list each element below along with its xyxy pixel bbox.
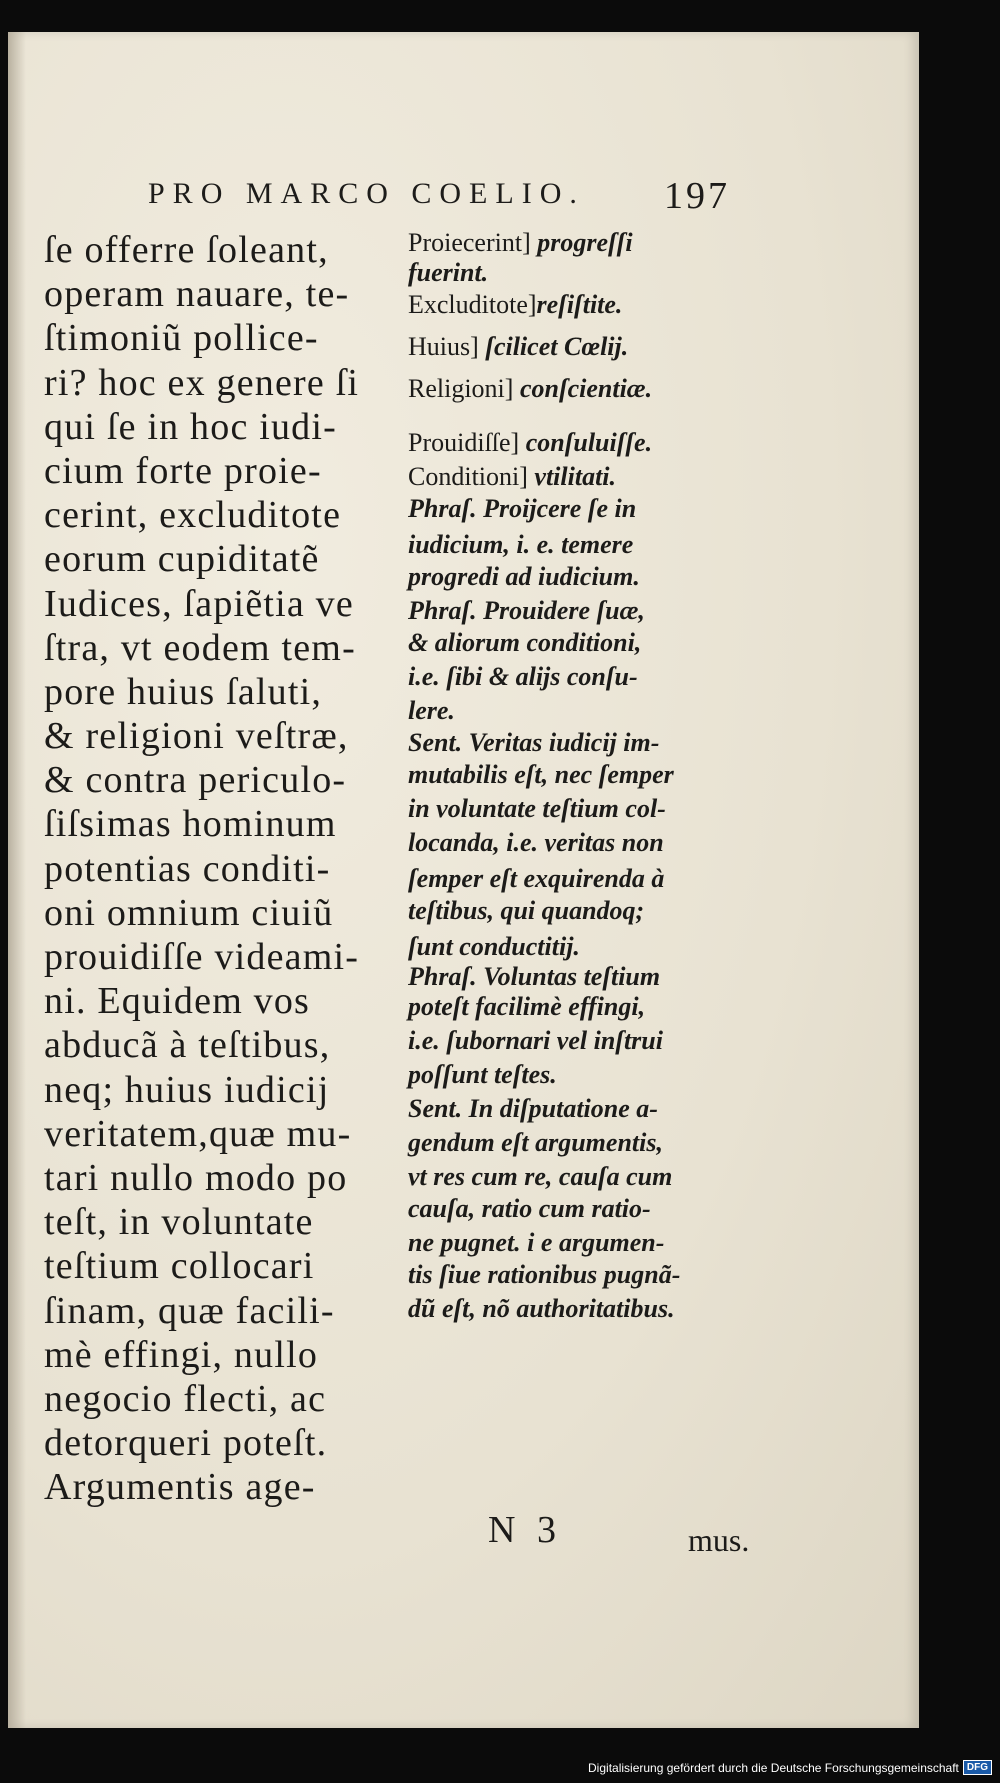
main-text-line: detorqueri poteſt. <box>44 1422 328 1465</box>
main-text-line: operam nauare, te- <box>44 273 350 316</box>
note-gloss: Phraſ. Voluntas teſtium <box>408 962 661 991</box>
marginal-note-line <box>408 1162 672 1192</box>
main-text-line: ri? hoc ex genere ſi <box>44 361 360 404</box>
main-text-line: cium forte proie- <box>44 449 322 492</box>
note-gloss: lere. <box>408 696 455 725</box>
note-gloss: Sent. Veritas iudicij im- <box>408 728 660 757</box>
note-gloss: in voluntate teſtium col- <box>408 794 666 823</box>
marginal-note-line <box>408 332 628 362</box>
digitization-footer <box>588 1760 992 1775</box>
main-text-line: negocio flecti, ac <box>44 1377 327 1420</box>
note-gloss: Phraſ. Proijcere ſe in <box>408 494 637 523</box>
note-gloss: vt res cum re, cauſa cum <box>408 1162 673 1191</box>
note-gloss: Sent. In diſputatione a- <box>408 1094 658 1123</box>
main-text-line: qui ſe in hoc iudi- <box>44 405 337 448</box>
main-text-line: prouidiſſe videami- <box>44 936 360 978</box>
note-gloss: poteſt facilimè effingi, <box>408 992 646 1021</box>
running-title: PRO MARCO COELIO. <box>148 177 585 210</box>
marginal-note-line <box>408 462 616 492</box>
note-gloss: fuerint. <box>408 258 489 287</box>
note-gloss: conſuluiſſe. <box>525 428 653 457</box>
main-text-line: ſtra, vt eodem tem- <box>44 626 356 669</box>
marginal-note-line <box>408 228 633 258</box>
main-text-line: mè effingi, nullo <box>44 1333 319 1376</box>
note-gloss: ſemper eſt exquirenda à <box>408 864 665 893</box>
marginal-note-line <box>408 828 664 858</box>
marginal-note-line <box>408 1228 664 1258</box>
main-text-line: neq; huius iudicij <box>44 1068 330 1111</box>
marginal-note-line <box>408 1260 680 1290</box>
main-text-line: ſe offerre ſoleant, <box>44 229 329 271</box>
marginal-note-line <box>408 662 638 692</box>
main-text-line: veritatem,quæ mu- <box>44 1112 352 1155</box>
note-gloss: Phraſ. Prouidere ſuæ, <box>408 596 645 625</box>
main-text-line: & religioni veſtræ, <box>44 715 349 758</box>
marginal-note-line <box>408 596 645 626</box>
marginal-note-line <box>408 794 666 824</box>
main-text-line: pore huius ſaluti, <box>44 670 323 713</box>
main-text-line: Iudices, ſapiẽtia ve <box>44 582 354 625</box>
note-gloss: dũ eſt, nõ authoritatibus. <box>408 1294 675 1323</box>
main-text-line: teſtium collocari <box>44 1245 315 1288</box>
note-gloss: ſunt conductitij. <box>408 932 580 961</box>
marginal-note-line <box>408 1294 675 1324</box>
note-gloss: ſcilicet Cœlij. <box>485 332 629 361</box>
main-text-line: potentias conditi- <box>44 847 331 890</box>
marginal-note-line <box>408 494 636 524</box>
main-text-column <box>44 228 419 1509</box>
marginal-note-line <box>408 374 652 404</box>
note-gloss: gendum eſt argumentis, <box>408 1128 663 1157</box>
marginal-note-line <box>408 962 660 992</box>
note-gloss: reſiſtite. <box>536 290 623 319</box>
note-lemma: Religioni] <box>408 374 520 403</box>
marginal-note-line <box>408 992 645 1022</box>
note-gloss: tis ſiue rationibus pugnã- <box>408 1260 681 1289</box>
footer-text: Digitalisierung gefördert durch die Deutsche Forschungsgemeinschaft <box>588 1760 959 1775</box>
note-gloss: & aliorum conditioni, <box>408 628 642 657</box>
marginal-note-line <box>408 932 580 962</box>
marginal-note-line <box>408 760 674 790</box>
main-text-line: ni. Equidem vos <box>44 980 311 1023</box>
note-gloss: locanda, i.e. veritas non <box>408 828 664 857</box>
note-gloss: i.e. ſubornari vel inſtrui <box>408 1026 663 1055</box>
marginal-note-line <box>408 258 488 288</box>
marginal-note-line <box>408 530 633 560</box>
marginal-note-line <box>408 1094 658 1124</box>
main-text-line: & contra periculo- <box>44 759 347 802</box>
main-text-line: ſiſsimas hominum <box>44 803 337 846</box>
marginal-note-line <box>408 728 659 758</box>
marginal-note-line <box>408 1128 663 1158</box>
note-lemma: Conditioni] <box>408 462 535 491</box>
dfg-logo: DFG <box>963 1760 992 1775</box>
marginal-note-line <box>408 562 640 592</box>
marginal-note-line <box>408 290 622 320</box>
main-text-line: eorum cupiditatẽ <box>44 538 320 581</box>
marginal-note-line <box>408 896 644 926</box>
note-gloss: vtilitati. <box>534 462 617 491</box>
main-text-line: ſtimoniũ pollice- <box>44 317 319 360</box>
main-text-line: abducã à teſtibus, <box>44 1024 331 1067</box>
main-text-line: Argumentis age- <box>44 1466 316 1509</box>
page-number: 197 <box>664 175 730 217</box>
note-gloss: mutabilis eſt, nec ſemper <box>408 760 674 789</box>
marginal-note-line <box>408 428 652 458</box>
note-gloss: poſſunt teſtes. <box>408 1060 557 1089</box>
note-gloss: teſtibus, qui quandoq; <box>408 896 645 925</box>
main-text-line: ſinam, quæ facili- <box>44 1289 335 1332</box>
note-gloss: progreſſi <box>537 228 633 257</box>
main-text-line: oni omnium ciuiũ <box>44 891 334 934</box>
note-gloss: progredi ad iudicium. <box>408 562 640 591</box>
marginal-note-line <box>408 1194 651 1224</box>
catchword: mus. <box>688 1522 750 1558</box>
note-lemma: Excluditote] <box>408 290 537 319</box>
book-page <box>8 32 919 1728</box>
marginal-note-line <box>408 1060 557 1090</box>
main-text-line: teſt, in voluntate <box>44 1201 314 1244</box>
note-gloss: iudicium, i. e. temere <box>408 530 634 559</box>
note-lemma: Huius] <box>408 332 486 361</box>
note-gloss: ne pugnet. i e argumen- <box>408 1228 665 1257</box>
marginal-note-line <box>408 628 641 658</box>
note-gloss: cauſa, ratio cum ratio- <box>408 1194 651 1223</box>
page-spine-shadow <box>8 32 26 1728</box>
marginal-note-line <box>408 696 455 726</box>
main-text-line: cerint, excluditote <box>44 494 342 537</box>
note-gloss: i.e. ſibi & alijs conſu- <box>408 662 638 691</box>
note-gloss: conſcientiæ. <box>519 374 653 403</box>
marginal-note-line <box>408 1026 663 1056</box>
main-text-line: tari nullo modo po <box>44 1156 348 1199</box>
note-lemma: Proiecerint] <box>408 228 538 257</box>
note-lemma: Prouidiſſe] <box>408 428 526 457</box>
signature-mark: N 3 <box>488 1509 562 1551</box>
marginal-note-line <box>408 864 664 894</box>
